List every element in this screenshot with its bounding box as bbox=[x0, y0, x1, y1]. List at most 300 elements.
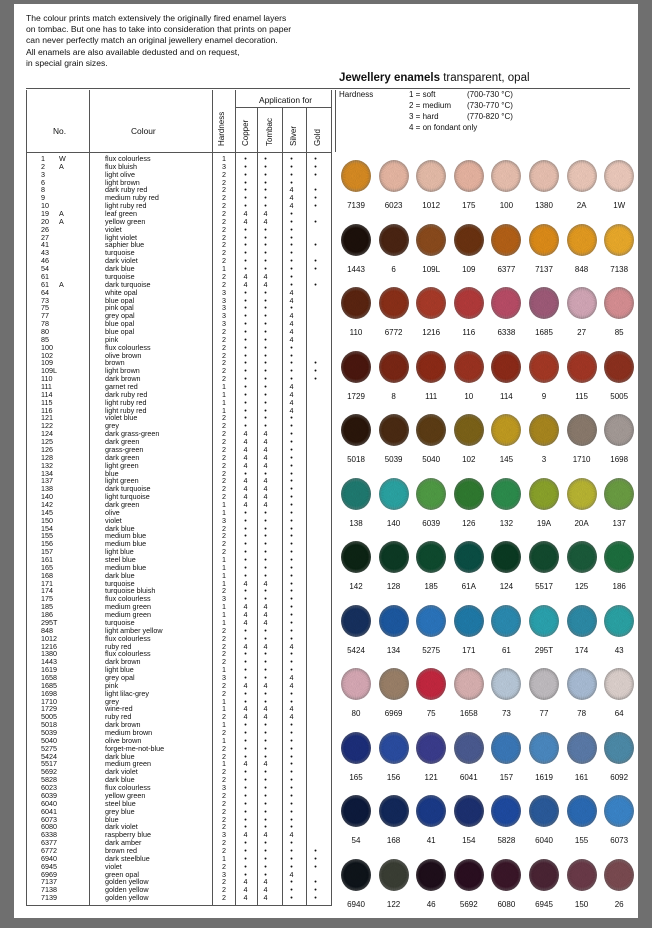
table-row bbox=[27, 713, 331, 721]
cell-copper: • bbox=[244, 468, 247, 478]
cell-copper: • bbox=[244, 838, 247, 848]
cell-colour: medium blue bbox=[105, 531, 147, 541]
cell-tombac: • bbox=[264, 342, 267, 352]
cell-copper: • bbox=[244, 248, 247, 258]
swatch-code: 61 bbox=[501, 645, 511, 655]
table-row bbox=[27, 234, 331, 242]
cell-hardness: 3 bbox=[222, 319, 226, 329]
cell-no: 122 bbox=[41, 421, 53, 431]
cell-hardness: 1 bbox=[222, 507, 226, 517]
table-row bbox=[27, 823, 331, 831]
cell-no: 6040 bbox=[41, 798, 57, 808]
table-row bbox=[27, 320, 331, 328]
cell-hardness: 2 bbox=[222, 232, 226, 242]
cell-no: 78 bbox=[41, 319, 49, 329]
swatch-code: 5018 bbox=[347, 455, 365, 464]
cell-copper: • bbox=[244, 688, 247, 698]
cell-copper: • bbox=[244, 728, 247, 737]
cell-silver: • bbox=[290, 224, 293, 234]
cell-silver: 4 bbox=[289, 641, 294, 651]
table-row bbox=[27, 603, 331, 611]
swatch-code: 73 bbox=[501, 709, 511, 718]
enamel-disc bbox=[604, 160, 634, 192]
cell-no: 6945 bbox=[41, 861, 57, 871]
table-row bbox=[27, 289, 331, 297]
cell-no: 5018 bbox=[41, 720, 57, 730]
enamel-disc bbox=[341, 414, 371, 446]
cell-tombac: 4 bbox=[263, 641, 268, 651]
enamel-disc bbox=[416, 541, 446, 573]
cell-tombac: • bbox=[264, 421, 267, 431]
cell-hardness: 1 bbox=[222, 704, 226, 714]
cell-copper: 4 bbox=[243, 437, 248, 447]
cell-tombac: • bbox=[264, 256, 267, 266]
cell-silver: • bbox=[290, 735, 293, 745]
cell-silver: • bbox=[290, 256, 293, 266]
cell-copper: 4 bbox=[243, 209, 248, 219]
enamel-disc bbox=[529, 478, 559, 510]
enamel-disc bbox=[416, 414, 446, 446]
enamel-disc bbox=[454, 224, 484, 256]
table-row bbox=[27, 595, 331, 603]
cell-tombac: • bbox=[264, 311, 267, 321]
swatch-code: 145 bbox=[499, 455, 514, 464]
cell-no: 43 bbox=[41, 248, 49, 258]
enamel-disc bbox=[604, 224, 634, 256]
cell-hardness: 2 bbox=[222, 185, 226, 195]
cell-no: 110 bbox=[41, 374, 53, 384]
cell-silver: • bbox=[290, 507, 293, 517]
swatch-code: 5828 bbox=[497, 836, 516, 845]
cell-hardness: 2 bbox=[222, 539, 226, 549]
table-row bbox=[27, 336, 331, 344]
table-row bbox=[27, 297, 331, 305]
swatch-code: 137 bbox=[612, 518, 626, 528]
cell-copper: 4 bbox=[243, 617, 248, 627]
table-row bbox=[27, 517, 331, 525]
cell-hardness: 3 bbox=[222, 295, 226, 305]
cell-silver: • bbox=[290, 468, 293, 478]
cell-no: 5275 bbox=[41, 743, 57, 753]
cell-tombac: 4 bbox=[263, 680, 268, 690]
cell-tombac: 4 bbox=[263, 759, 268, 769]
swatch-code: 85 bbox=[614, 328, 624, 337]
enamel-disc bbox=[567, 732, 597, 764]
cell-no: 5692 bbox=[41, 767, 57, 777]
header-rule bbox=[27, 152, 331, 153]
enamel-disc bbox=[379, 795, 409, 827]
cell-colour: flux colourless bbox=[105, 154, 151, 163]
cell-copper: • bbox=[244, 751, 247, 761]
cell-colour: dark blue bbox=[105, 264, 135, 274]
cell-tombac: • bbox=[264, 845, 267, 855]
swatch-code: 7138 bbox=[610, 264, 629, 274]
cell-tombac: • bbox=[264, 185, 267, 195]
cell-copper: 4 bbox=[243, 216, 248, 226]
cell-tombac: 4 bbox=[263, 271, 268, 281]
cell-hardness: 2 bbox=[222, 531, 226, 541]
cell-silver: • bbox=[290, 586, 293, 596]
table-row bbox=[27, 171, 331, 179]
cell-silver: 4 bbox=[289, 869, 294, 879]
cell-copper: 4 bbox=[243, 712, 248, 722]
cell-tombac: • bbox=[264, 397, 267, 407]
enamel-disc bbox=[491, 224, 521, 256]
cell-colour: saphier blue bbox=[105, 240, 145, 250]
enamel-disc bbox=[379, 859, 409, 891]
cell-silver: 4 bbox=[289, 830, 294, 840]
header-no: No. bbox=[53, 126, 67, 136]
enamel-disc bbox=[454, 414, 484, 446]
cell-colour: light brown bbox=[105, 366, 140, 376]
swatch-code: 6040 bbox=[535, 836, 553, 845]
swatch-code: 154 bbox=[462, 836, 476, 845]
cell-hardness: 2 bbox=[222, 790, 226, 800]
cell-tombac: • bbox=[264, 240, 267, 250]
cell-copper: • bbox=[244, 790, 247, 800]
cell-copper: • bbox=[244, 853, 247, 863]
swatch-code: 138 bbox=[349, 518, 363, 528]
cell-silver: 4 bbox=[289, 397, 294, 407]
cell-no: 109 bbox=[41, 358, 53, 368]
cell-silver: • bbox=[290, 696, 293, 706]
table-row bbox=[27, 776, 331, 784]
cell-colour: grey bbox=[105, 421, 119, 431]
cell-copper: • bbox=[244, 822, 247, 832]
cell-tombac: • bbox=[264, 177, 267, 187]
cell-copper: • bbox=[244, 665, 247, 675]
enamel-disc bbox=[604, 541, 634, 573]
table-row bbox=[27, 265, 331, 273]
cell-no: 155 bbox=[41, 531, 53, 541]
cell-colour: brown red bbox=[105, 845, 137, 855]
cell-no: 100 bbox=[41, 342, 53, 352]
enamel-disc bbox=[491, 668, 521, 700]
swatch-code: 155 bbox=[574, 836, 589, 845]
cell-colour: leaf green bbox=[105, 209, 137, 219]
cell-colour: dark blue bbox=[105, 775, 135, 785]
cell-colour: wine-red bbox=[105, 704, 133, 714]
enamel-disc bbox=[416, 478, 446, 510]
cell-silver: 4 bbox=[289, 287, 294, 297]
cell-colour: flux bluish bbox=[105, 161, 137, 171]
table-row bbox=[27, 863, 331, 871]
cell-gold: • bbox=[314, 374, 317, 384]
table-row bbox=[27, 635, 331, 643]
cell-no: 5005 bbox=[41, 712, 57, 722]
cell-colour: steel blue bbox=[105, 798, 136, 808]
cell-no: 175 bbox=[41, 594, 53, 604]
swatch-code: 122 bbox=[386, 899, 401, 909]
enamel-disc bbox=[454, 541, 484, 573]
cell-gold: • bbox=[314, 201, 317, 211]
cell-silver: • bbox=[290, 838, 293, 848]
table-row bbox=[27, 721, 331, 729]
cell-tombac: 4 bbox=[263, 476, 268, 486]
cell-no: 185 bbox=[41, 602, 53, 612]
table-row bbox=[27, 375, 331, 383]
cell-tombac: 4 bbox=[263, 578, 268, 588]
cell-hardness: 2 bbox=[222, 484, 226, 494]
cell-hardness: 2 bbox=[222, 845, 226, 855]
cell-hardness: 1 bbox=[222, 405, 226, 415]
cell-tombac: • bbox=[264, 358, 267, 368]
cell-silver: • bbox=[290, 499, 293, 509]
table-row bbox=[27, 784, 331, 792]
cell-hardness: 2 bbox=[222, 374, 226, 384]
cell-hardness: 1 bbox=[222, 382, 226, 392]
cell-no: 1685 bbox=[41, 680, 57, 690]
cell-silver: 4 bbox=[289, 326, 294, 336]
cell-no: 128 bbox=[41, 452, 53, 462]
cell-copper: 4 bbox=[243, 578, 248, 588]
cell-colour: green opal bbox=[105, 869, 139, 879]
cell-silver: • bbox=[290, 688, 293, 698]
table-row bbox=[27, 548, 331, 556]
cell-tombac: 4 bbox=[263, 830, 268, 840]
cell-tombac: • bbox=[264, 743, 267, 753]
cell-copper: • bbox=[244, 767, 247, 777]
cell-copper: 4 bbox=[243, 476, 248, 486]
cell-silver: • bbox=[290, 421, 293, 431]
swatch-code: 848 bbox=[574, 264, 589, 274]
table-row bbox=[27, 328, 331, 336]
swatch-code: 78 bbox=[577, 709, 587, 718]
cell-tombac: • bbox=[264, 287, 267, 297]
cell-colour: brown bbox=[105, 358, 125, 368]
enamel-table bbox=[26, 90, 332, 906]
cell-no: 1012 bbox=[41, 633, 57, 643]
cell-suffix: A bbox=[59, 209, 64, 219]
cell-no: 115 bbox=[41, 397, 53, 407]
cell-tombac: • bbox=[264, 767, 267, 777]
table-row bbox=[27, 391, 331, 399]
cell-hardness: 2 bbox=[222, 201, 226, 211]
cell-colour: light green bbox=[105, 476, 139, 486]
cell-hardness: 2 bbox=[222, 271, 226, 281]
cell-hardness: 2 bbox=[222, 437, 226, 447]
cell-colour: blue bbox=[105, 468, 119, 478]
cell-tombac: • bbox=[264, 523, 267, 533]
cell-silver: 4 bbox=[289, 712, 294, 722]
cell-tombac: • bbox=[264, 586, 267, 596]
cell-silver: • bbox=[290, 216, 293, 226]
enamel-disc bbox=[604, 732, 634, 764]
cell-no: 6772 bbox=[41, 845, 57, 855]
cell-hardness: 2 bbox=[222, 413, 226, 423]
cell-silver: • bbox=[290, 523, 293, 533]
cell-tombac: • bbox=[264, 728, 267, 737]
cell-hardness: 3 bbox=[222, 830, 226, 840]
cell-copper: • bbox=[244, 185, 247, 195]
cell-hardness: 1 bbox=[222, 617, 226, 627]
cell-hardness: 2 bbox=[222, 751, 226, 761]
cell-no: 125 bbox=[41, 437, 53, 447]
cell-hardness: 2 bbox=[222, 633, 226, 643]
legend-item bbox=[409, 123, 477, 132]
cell-no: 154 bbox=[41, 523, 53, 533]
table-row bbox=[27, 218, 331, 226]
cell-no: 26 bbox=[41, 224, 49, 234]
swatch-code: 111 bbox=[425, 391, 438, 401]
enamel-disc bbox=[567, 414, 597, 446]
legend-item bbox=[409, 101, 513, 110]
swatch-code: 2A bbox=[576, 201, 587, 210]
cell-hardness: 3 bbox=[222, 783, 226, 793]
enamel-disc bbox=[567, 351, 597, 383]
cell-copper: • bbox=[244, 334, 247, 344]
cell-hardness: 1 bbox=[222, 264, 226, 274]
cell-silver: • bbox=[290, 602, 293, 612]
cell-no: 114 bbox=[41, 389, 53, 399]
swatch-code: 121 bbox=[424, 772, 438, 782]
swatch-code: 100 bbox=[499, 201, 514, 210]
cell-silver: • bbox=[290, 783, 293, 793]
cell-no: 19 bbox=[41, 209, 49, 219]
cell-copper: 4 bbox=[243, 610, 248, 620]
application-rule bbox=[235, 107, 331, 108]
enamel-disc bbox=[491, 795, 521, 827]
cell-colour: pink opal bbox=[105, 303, 134, 313]
cell-copper: • bbox=[244, 366, 247, 376]
cell-colour: grey bbox=[105, 696, 119, 706]
cell-gold: • bbox=[314, 853, 317, 863]
table-row bbox=[27, 666, 331, 674]
cell-silver: • bbox=[290, 539, 293, 549]
cell-tombac: • bbox=[264, 806, 267, 816]
table-row bbox=[27, 619, 331, 627]
cell-colour: ruby red bbox=[105, 641, 132, 651]
cell-tombac: • bbox=[264, 562, 267, 572]
cell-colour: yellow green bbox=[105, 790, 146, 800]
cell-no: 1619 bbox=[41, 665, 57, 675]
swatch-code: 1380 bbox=[535, 201, 553, 210]
cell-copper: • bbox=[244, 374, 247, 384]
cell-colour: dark ruby red bbox=[105, 185, 148, 195]
swatch-code: 295T bbox=[534, 645, 554, 655]
cell-colour: medium brown bbox=[105, 728, 153, 737]
table-row bbox=[27, 257, 331, 265]
cell-no: 161 bbox=[41, 555, 53, 565]
cell-silver: • bbox=[290, 515, 293, 525]
legend-item-text: 4 = on fondant only bbox=[409, 123, 478, 132]
cell-colour: light ruby red bbox=[105, 201, 147, 211]
enamel-disc bbox=[491, 605, 521, 637]
cell-hardness: 2 bbox=[222, 861, 226, 871]
table-row bbox=[27, 572, 331, 580]
cell-no: 8 bbox=[41, 185, 45, 195]
cell-hardness: 2 bbox=[222, 248, 226, 258]
enamel-disc bbox=[604, 795, 634, 827]
cell-no: 848 bbox=[41, 625, 53, 635]
cell-tombac: 4 bbox=[263, 877, 268, 887]
cell-hardness: 2 bbox=[222, 798, 226, 808]
cell-no: 7139 bbox=[41, 893, 57, 903]
swatch-code: 175 bbox=[462, 201, 476, 210]
cell-tombac: 4 bbox=[263, 279, 268, 289]
cell-silver: 4 bbox=[289, 311, 294, 321]
cell-no: 77 bbox=[41, 311, 49, 321]
cell-copper: • bbox=[244, 232, 247, 242]
cell-hardness: 1 bbox=[222, 570, 226, 580]
cell-no: 126 bbox=[41, 444, 53, 454]
enamel-disc bbox=[491, 414, 521, 446]
cell-hardness: 2 bbox=[222, 838, 226, 848]
cell-copper: 4 bbox=[243, 271, 248, 281]
cell-colour: medium blue bbox=[105, 562, 147, 572]
swatch-code: 20A bbox=[574, 518, 589, 528]
cell-colour: dark turquoise bbox=[105, 279, 151, 289]
swatch-code: 171 bbox=[462, 645, 476, 655]
enamel-disc bbox=[341, 287, 371, 319]
cell-colour: dark brown bbox=[105, 374, 141, 384]
swatch-code: 1443 bbox=[347, 264, 365, 274]
cell-copper: • bbox=[244, 193, 247, 203]
cell-hardness: 2 bbox=[222, 169, 226, 179]
cell-colour: dark amber bbox=[105, 838, 142, 848]
cell-hardness: 3 bbox=[222, 594, 226, 604]
header-gold: Gold bbox=[313, 129, 322, 146]
cell-copper: • bbox=[244, 350, 247, 360]
table-row bbox=[27, 312, 331, 320]
cell-tombac: 4 bbox=[263, 617, 268, 627]
swatch-code: 6039 bbox=[422, 518, 441, 528]
cell-tombac: 4 bbox=[263, 209, 268, 219]
enamel-disc bbox=[454, 160, 484, 192]
cell-hardness: 3 bbox=[222, 515, 226, 525]
legend-item-text: 3 = hard bbox=[409, 112, 439, 121]
cell-silver: • bbox=[290, 429, 293, 439]
swatch-code: 140 bbox=[386, 518, 401, 528]
cell-no: 138 bbox=[41, 484, 53, 494]
cell-silver: 4 bbox=[289, 672, 294, 682]
swatch-code: 6940 bbox=[347, 899, 365, 909]
cell-copper: • bbox=[244, 295, 247, 305]
cell-colour: blue opal bbox=[105, 319, 135, 329]
cell-silver: • bbox=[290, 437, 293, 447]
cell-colour: light turquoise bbox=[105, 492, 150, 502]
cell-hardness: 1 bbox=[222, 720, 226, 730]
cell-hardness: 2 bbox=[222, 468, 226, 478]
cell-hardness: 1 bbox=[222, 665, 226, 675]
cell-hardness: 2 bbox=[222, 177, 226, 187]
cell-copper: • bbox=[244, 523, 247, 533]
enamel-disc bbox=[454, 859, 484, 891]
cell-silver: • bbox=[290, 625, 293, 635]
header-hardness: Hardness bbox=[217, 111, 226, 146]
table-row bbox=[27, 344, 331, 352]
enamel-disc bbox=[416, 859, 446, 891]
swatch-code: 27 bbox=[577, 328, 587, 337]
table-row bbox=[27, 690, 331, 698]
cell-silver: • bbox=[290, 484, 293, 494]
cell-no: 2 bbox=[41, 161, 45, 171]
enamel-disc bbox=[529, 795, 559, 827]
cell-copper: • bbox=[244, 806, 247, 816]
swatch-code: 1658 bbox=[459, 709, 478, 718]
table-row bbox=[27, 698, 331, 706]
cell-tombac: 4 bbox=[263, 704, 268, 714]
cell-colour: dark violet bbox=[105, 256, 138, 266]
enamel-disc bbox=[379, 668, 409, 700]
cell-gold: • bbox=[314, 861, 317, 871]
legend-item-text: 1 = soft bbox=[409, 90, 436, 99]
swatch-code: 6023 bbox=[384, 201, 403, 210]
enamel-disc bbox=[341, 795, 371, 827]
cell-tombac: • bbox=[264, 649, 267, 659]
legend-item-range: (770-820 °C) bbox=[467, 112, 513, 121]
cell-hardness: 2 bbox=[222, 429, 226, 439]
